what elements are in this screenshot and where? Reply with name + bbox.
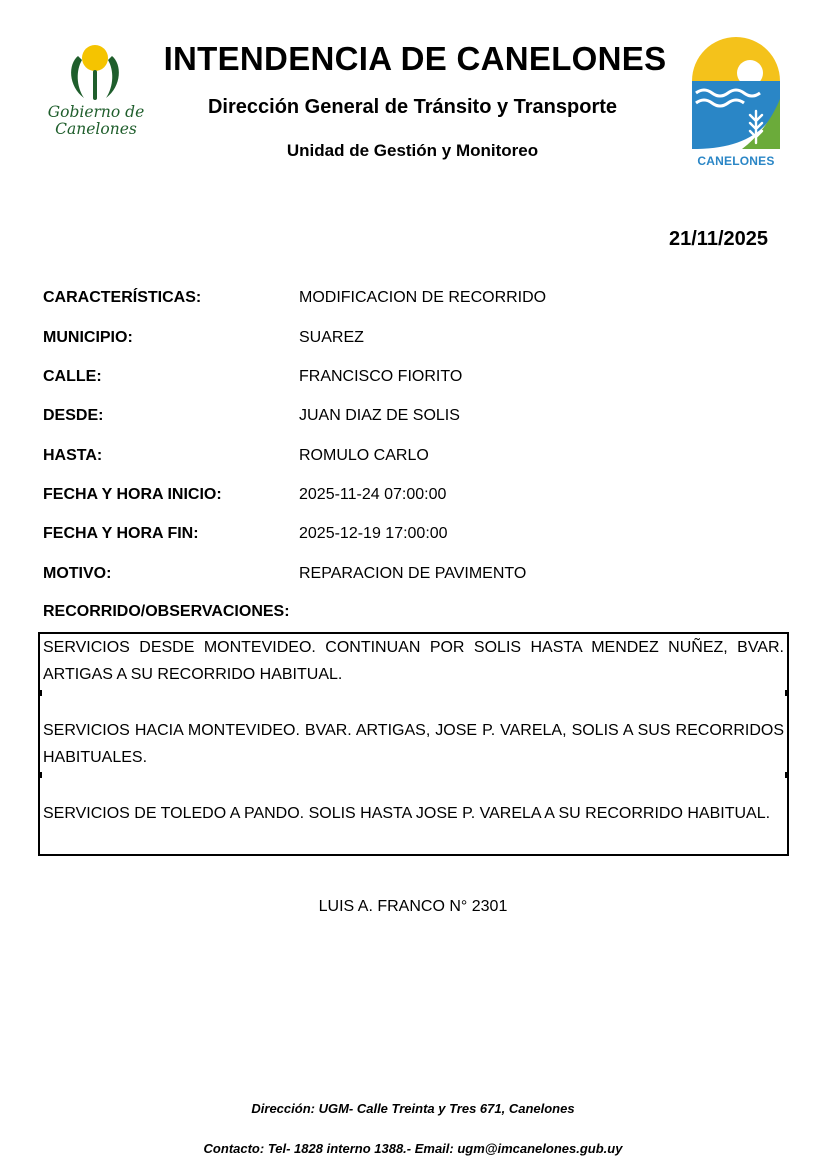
observation-paragraph: SERVICIOS HACIA MONTEVIDEO. BVAR. ARTIGAS, JOSE P. VARELA, SOLIS A SUS RECORRIDOS HABITUALES. — [43, 722, 784, 766]
row-separator — [785, 772, 787, 778]
left-logo-line-2: Canelones — [55, 120, 137, 138]
field-value: ROMULO CARLO — [299, 447, 429, 464]
footer-contact: Contacto: Tel- 1828 interno 1388.- Email: ugm@imcanelones.gub.uy — [203, 1141, 623, 1156]
gobierno-de-canelones-logo — [44, 42, 148, 142]
page-subtitle: Dirección General de Tránsito y Transporte — [207, 96, 618, 118]
field-value: JUAN DIAZ DE SOLIS — [299, 407, 460, 424]
field-value: 2025-12-19 17:00:00 — [299, 525, 448, 542]
field-value: MODIFICACION DE RECORRIDO — [299, 289, 547, 306]
unit-name: Unidad de Gestión y Monitoreo — [286, 141, 539, 160]
page-title: INTENDENCIA DE CANELONES — [163, 40, 667, 77]
gobierno-emblem-icon — [66, 42, 126, 104]
observations-label: RECORRIDO/OBSERVACIONES: — [43, 603, 290, 620]
field-value: SUAREZ — [299, 329, 364, 346]
field-label: CARACTERÍSTICAS: — [43, 289, 202, 306]
field-label: DESDE: — [43, 407, 104, 424]
field-value: FRANCISCO FIORITO — [299, 368, 463, 385]
field-value: 2025-11-24 07:00:00 — [299, 486, 447, 503]
field-value: REPARACION DE PAVIMENTO — [299, 565, 527, 582]
field-label: HASTA: — [43, 447, 103, 464]
observation-paragraph: SERVICIOS DESDE MONTEVIDEO. CONTINUAN POR SOLIS HASTA MENDEZ NUÑEZ, BVAR. ARTIGAS A SU RECORRIDO HABITUAL. — [43, 639, 784, 683]
row-separator — [785, 690, 787, 696]
row-separator — [40, 690, 42, 696]
field-label: MUNICIPIO: — [43, 329, 133, 346]
left-logo-line-1: Gobierno de — [47, 103, 145, 121]
signer-name: LUIS A. FRANCO N° 2301 — [318, 898, 508, 915]
canelones-logo — [692, 37, 780, 171]
document-date: 21/11/2025 — [669, 228, 768, 250]
canelones-emblem-icon — [692, 37, 780, 153]
field-label: MOTIVO: — [43, 565, 112, 582]
field-label: FECHA Y HORA FIN: — [43, 525, 199, 542]
observations-box — [38, 632, 789, 856]
footer-address: Dirección: UGM- Calle Treinta y Tres 671, Canelones — [251, 1101, 575, 1116]
observation-paragraph: SERVICIOS DE TOLEDO A PANDO. SOLIS HASTA JOSE P. VARELA A SU RECORRIDO HABITUAL. — [43, 805, 771, 822]
field-label: FECHA Y HORA INICIO: — [43, 486, 222, 503]
field-label: CALLE: — [43, 368, 102, 385]
row-separator — [40, 772, 42, 778]
right-logo-text: CANELONES — [697, 154, 775, 168]
